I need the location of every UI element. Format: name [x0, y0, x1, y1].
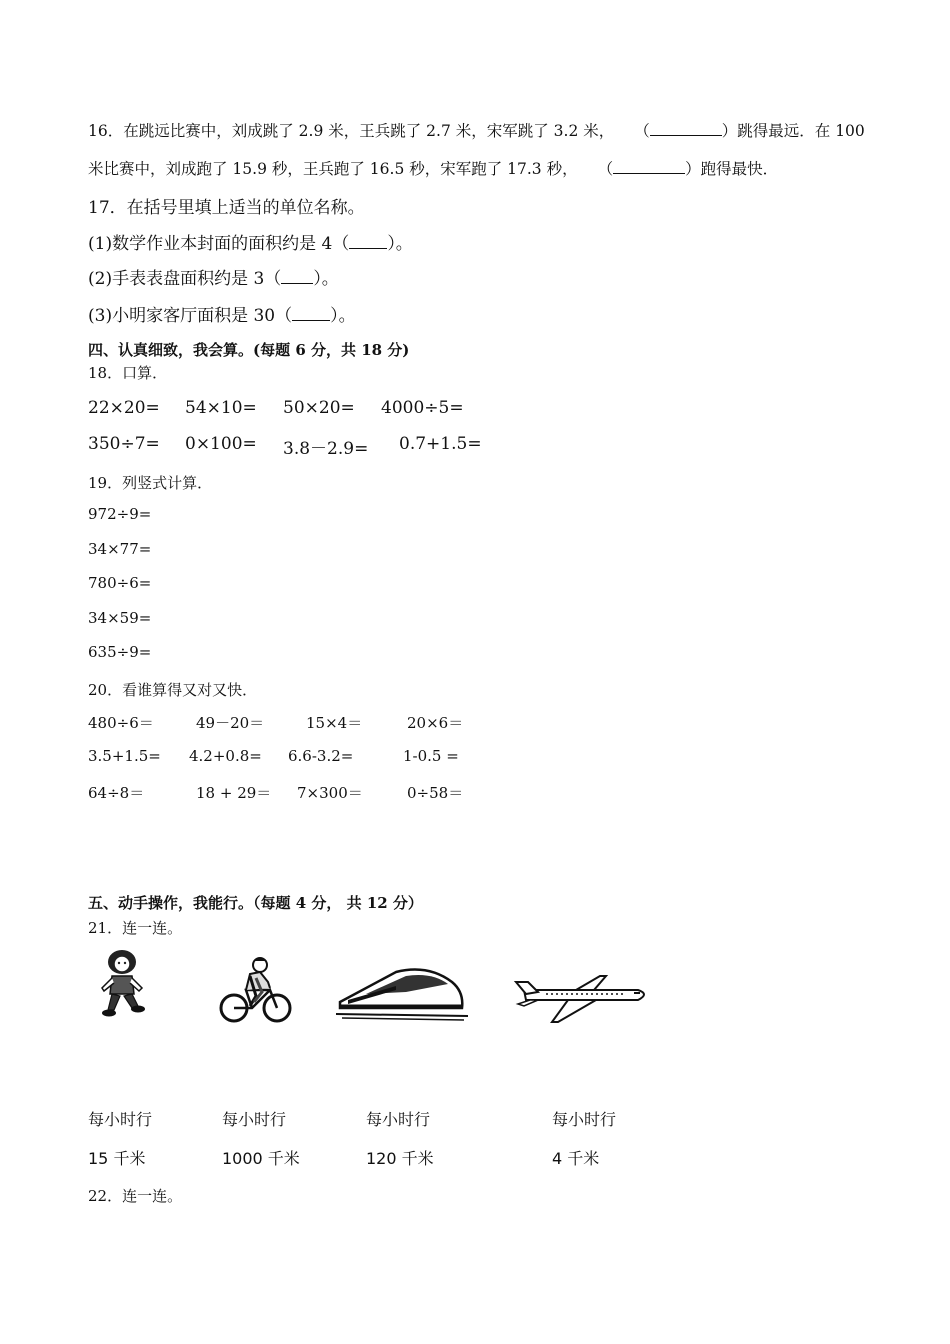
q21-title: 21．连一连。	[88, 919, 183, 937]
q17-title: 17．在括号里填上适当的单位名称。	[88, 198, 365, 218]
q17-answer-blank-1[interactable]	[349, 231, 387, 249]
q22-title: 22．连一连。	[88, 1187, 183, 1205]
q19-item-4: 34×59=	[88, 609, 152, 627]
q16-line2-text: 米比赛中，刘成跑了 15.9 秒，王兵跑了 16.5 秒，宋军跑了 17.3 秒，	[88, 160, 578, 178]
q20-row2-c4: 1-0.5 =	[403, 747, 459, 765]
q20-row2-c1: 3.5+1.5=	[88, 747, 161, 765]
q17-answer-blank-3[interactable]	[292, 303, 330, 321]
q16-open-paren-1: （	[634, 122, 650, 140]
q18-row1-c2: 54×10=	[185, 398, 257, 418]
cyclist-picture[interactable]	[220, 956, 292, 1024]
q18-row1-c1: 22×20=	[88, 398, 160, 418]
q16-line2-end: ）跑得最快．	[685, 160, 779, 178]
q19-item-1: 972÷9=	[88, 505, 152, 523]
speed-label-3: 每小时行	[366, 1110, 431, 1129]
section-4-heading: 四、认真细致，我会算。(每题 6 分，共 18 分)	[88, 341, 410, 359]
speed-value-2[interactable]: 1000 千米	[222, 1149, 300, 1168]
q16-line2	[88, 157, 778, 179]
q17-item-1-end: ）。	[387, 234, 413, 254]
speed-value-4[interactable]: 4 千米	[552, 1149, 600, 1168]
q16-line1-text: 16．在跳远比赛中，刘成跳了 2.9 米，王兵跳了 2.7 米，宋军跳了 3.2 米，	[88, 122, 615, 140]
q18-row2-c4: 0.7+1.5=	[399, 434, 482, 454]
speed-label-2: 每小时行	[222, 1110, 287, 1129]
q17-item-3-text: (3)小明家客厅面积是 30（	[88, 306, 293, 326]
q17-item-3	[88, 301, 356, 326]
q19-title: 19．列竖式计算．	[88, 474, 213, 492]
q20-row3-c3: 7×300＝	[297, 784, 363, 802]
q20-row3-c1: 64÷8＝	[88, 784, 145, 802]
q16-line1	[88, 119, 865, 141]
child-walking-picture[interactable]	[94, 948, 154, 1020]
high-speed-train-picture[interactable]	[336, 964, 468, 1022]
speed-value-3[interactable]: 120 千米	[366, 1149, 434, 1168]
q16-line1-end: ）跳得最远．在 100	[721, 122, 865, 140]
q20-row1-c3: 15×4＝	[306, 714, 363, 732]
speed-value-1[interactable]: 15 千米	[88, 1149, 146, 1168]
q18-row1-c4: 4000÷5=	[381, 398, 464, 418]
section-5-heading: 五、动手操作，我能行。（每题 4 分， 共 12 分）	[88, 894, 423, 912]
q17-answer-blank-2[interactable]	[281, 266, 313, 284]
q17-item-3-end: ）。	[330, 306, 356, 326]
q20-title: 20．看谁算得又对又快．	[88, 681, 258, 699]
q17-item-1	[88, 229, 413, 254]
q18-title: 18．口算．	[88, 364, 168, 382]
q18-row2-c2: 0×100=	[185, 434, 257, 454]
q20-row1-c1: 480÷6＝	[88, 714, 154, 732]
q18-row2-c3: 3.8－2.9=	[283, 439, 369, 459]
q20-row3-c2: 18 + 29＝	[196, 784, 272, 802]
q17-item-1-text: (1)数学作业本封面的面积约是 4（	[88, 234, 350, 254]
q17-item-2-end: ）。	[313, 269, 339, 289]
q20-row1-c2: 49－20＝	[196, 714, 265, 732]
q20-row3-c4: 0÷58＝	[407, 784, 464, 802]
q18-row1-c3: 50×20=	[283, 398, 355, 418]
q17-item-2	[88, 264, 339, 289]
q19-item-2: 34×77=	[88, 540, 152, 558]
q16-answer-blank-2[interactable]	[613, 158, 685, 175]
speed-label-1: 每小时行	[88, 1110, 153, 1129]
q19-item-3: 780÷6=	[88, 574, 152, 592]
airplane-picture[interactable]	[516, 972, 650, 1024]
q16-answer-blank-1[interactable]	[650, 120, 722, 137]
speed-label-4: 每小时行	[552, 1110, 617, 1129]
q20-row2-c3: 6.6-3.2=	[288, 747, 354, 765]
q18-row2-c1: 350÷7=	[88, 434, 160, 454]
q19-item-5: 635÷9=	[88, 643, 152, 661]
q16-open-paren-2: （	[597, 160, 614, 178]
q20-row2-c2: 4.2+0.8=	[189, 747, 262, 765]
q17-item-2-text: (2)手表表盘面积约是 3（	[88, 269, 282, 289]
q20-row1-c4: 20×6＝	[407, 714, 464, 732]
